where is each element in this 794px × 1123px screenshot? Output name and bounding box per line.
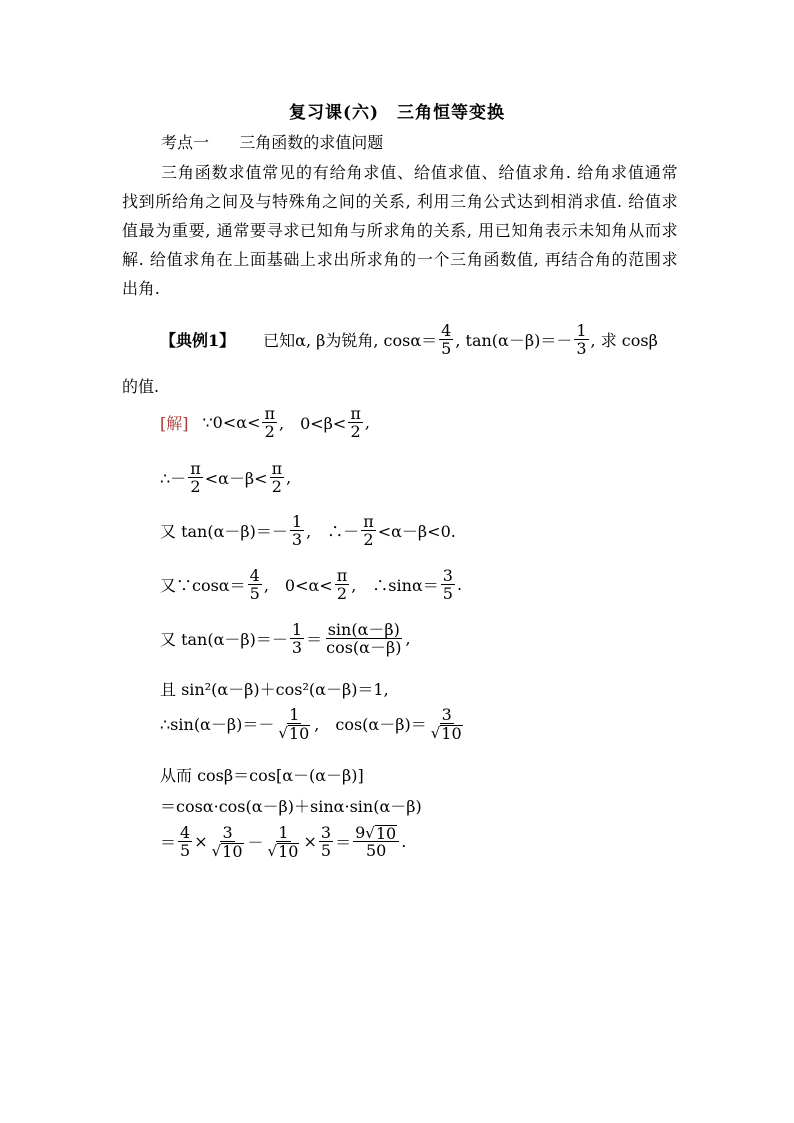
one-over-sqrt10: 1 √ 10 [267,823,299,861]
pi-over-2: $\frac{\pi}{2}$ [336,566,348,603]
cos-alpha-fraction: $\frac{4}{5}$ [441,321,452,358]
tan-fraction: $\frac{1}{3}$ [576,321,587,358]
pi-over-2: $\frac{\pi}{2}$ [271,459,283,496]
solution-line-5: 又 tan(α－β)＝－ $\frac{1}{3}$ ＝ $\frac{\sin(\alpha-\beta)}{\cos(\alpha-\beta)}$ , [160,620,411,657]
three-over-sqrt10: 3 √ 10 [430,705,462,743]
solution-line-7: ∴sin(α－β)＝－ 1 √ 10 , cos(α－β)＝ 3 √ 10 [160,706,467,741]
sin-over-cos-fraction: $\frac{\sin(\alpha-\beta)}{\cos(\alpha-\beta)}$ [326,620,402,657]
example-tan: , tan(α－β)＝－ [455,331,573,350]
example-question-end: 的值. [122,377,160,396]
example-tag: 【典例1】 [160,331,236,350]
solution-line-3: 又 tan(α－β)＝－ $\frac{1}{3}$ , ∴－ $\frac{\pi}{2}$ <α－β<0. [160,512,456,549]
solution-line-8: 从而 cosβ＝cos[α－(α－β)] [160,766,364,785]
solution-line-2: ∴－ $\frac{\pi}{2}$ <α－β< $\frac{\pi}{2}$ , [160,459,292,496]
solution-line-1: [解] ∵0<α< $\frac{\pi}{2}$ , 0<β< $\frac{\pi}{2}$ , [160,404,370,441]
pi-over-2: $\frac{\pi}{2}$ [190,459,201,496]
intro-paragraph: 三角函数求值常见的有给角求值、给值求值、给值求角. 给角求值通常找到所给角之间及与特殊角之间的关系, 利用三角公式达到相消求值. 给值求值最为重要, 通常要寻求已知角与所求角的关系, 用已知角表示未知角从而求解. 给值求角在上面基础上求出所求角的一个三角函数值, 再结合角的范围求出角. [122,163,678,298]
one-over-sqrt10: 1 √ 10 [278,705,310,743]
section-heading [161,130,383,153]
example-line [160,322,658,357]
result-fraction: 9 √ 10 50 [353,824,399,859]
three-over-five: $\frac{3}{5}$ [320,823,332,860]
pi-over-2: $\frac{\pi}{2}$ [363,512,374,549]
four-over-five: $\frac{4}{5}$ [249,566,260,603]
three-over-sqrt10: 3 √ 10 [211,823,243,861]
four-over-five: $\frac{4}{5}$ [180,823,191,860]
pi-over-2: $\frac{\pi}{2}$ [350,404,361,441]
one-over-three: $\frac{1}{3}$ [291,620,303,657]
page-title: 复习课(六) 三角恒等变换 [288,103,506,123]
solution-line-4: 又∵cosα＝ $\frac{4}{5}$ , 0<α< $\frac{\pi}{2}$ , ∴sinα＝ $\frac{3}{5}$ . [160,566,463,603]
solution-line-6: 且 sin²(α－β)＋cos²(α－β)＝1, [160,680,389,699]
solution-line-10: ＝ $\frac{4}{5}$ × 3 √ 10 － 1 √ 10 × $\frac{3}{5}$ ＝ 9 √ 10 50 . [160,823,407,861]
example-question: , 求 cosβ [590,331,658,350]
solution-line-9: ＝cosα·cos(α－β)＋sinα·sin(α－β) [160,797,422,816]
solution-tag: [解] [160,414,189,433]
three-over-five: $\frac{3}{5}$ [442,566,453,603]
example-given: 已知α, β为锐角, cosα＝ [263,331,438,350]
section-title: 三角函数的求值问题 [239,133,384,152]
section-label: 考点一 [161,133,210,152]
one-over-three: $\frac{1}{3}$ [291,512,303,549]
pi-over-2: $\frac{\pi}{2}$ [264,404,275,441]
